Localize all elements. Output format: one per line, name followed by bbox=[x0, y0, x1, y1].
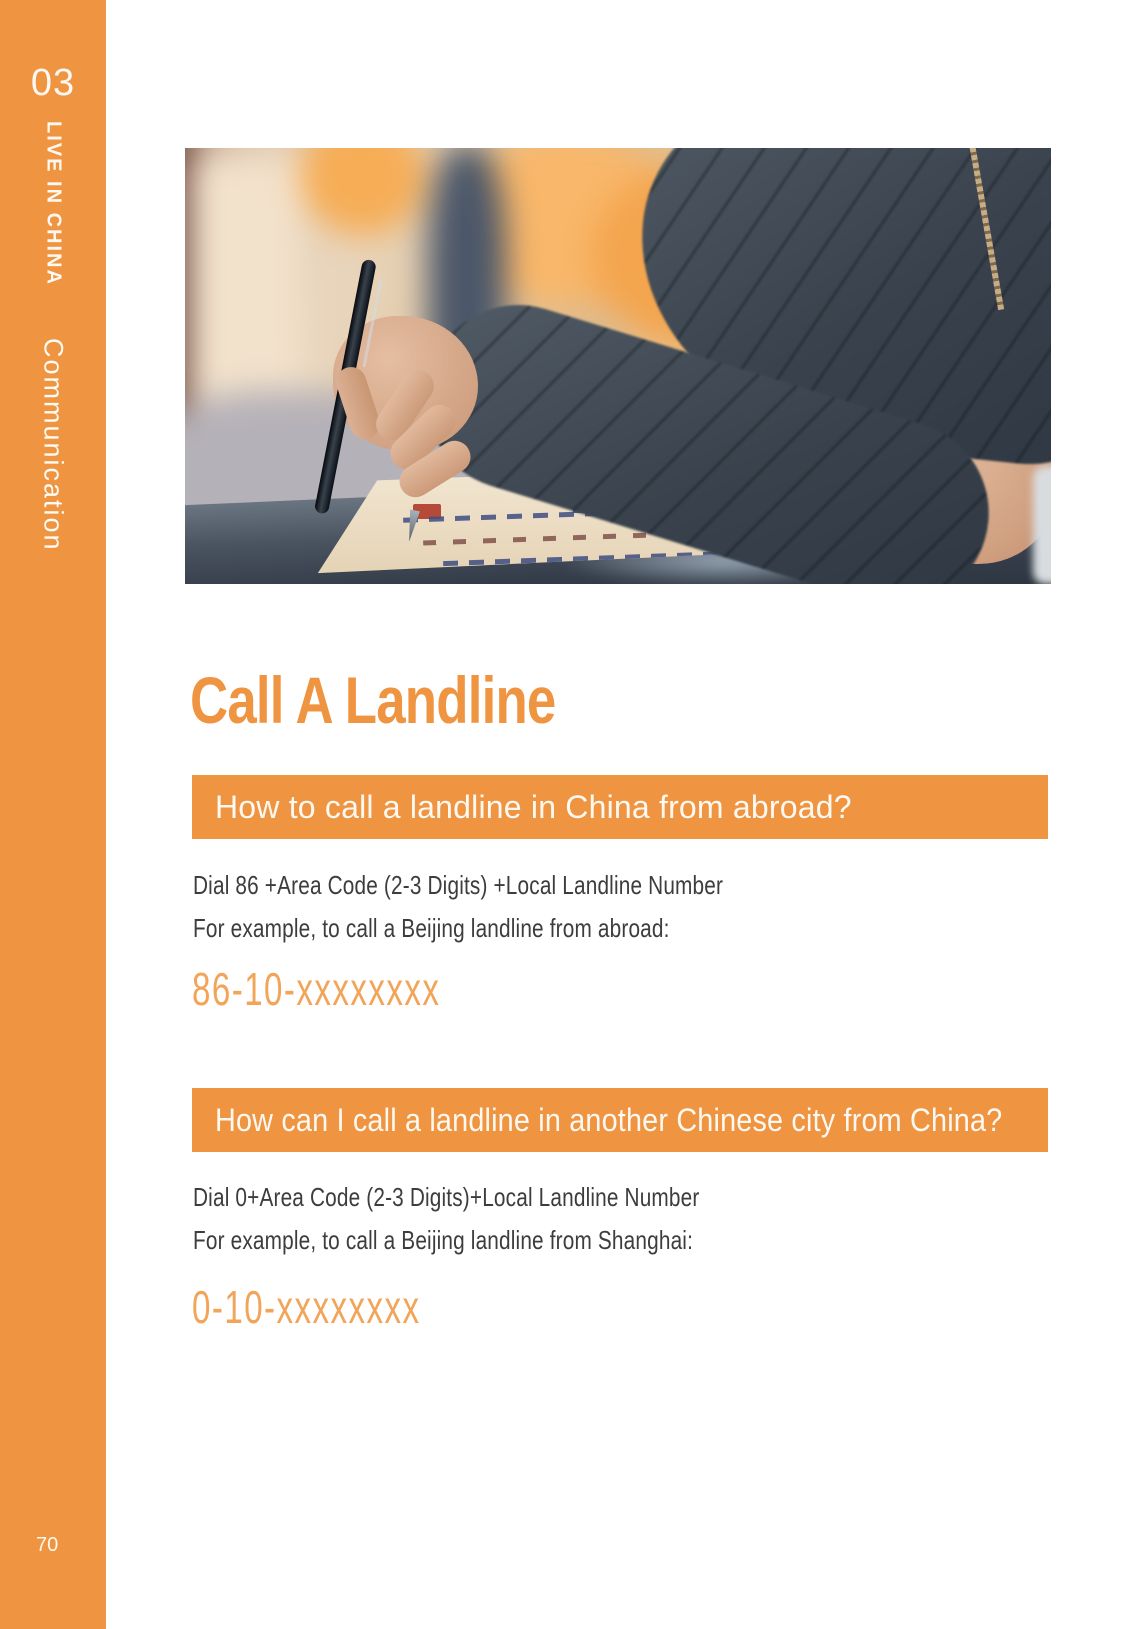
page-title: Call A Landline bbox=[190, 663, 556, 737]
question-text: How can I call a landline in another Chinese city from China? bbox=[215, 1101, 1003, 1138]
example-number: 0-10-xxxxxxxx bbox=[192, 1281, 421, 1333]
example-intro: For example, to call a Beijing landline from Shanghai: bbox=[193, 1225, 694, 1255]
light-object-edge bbox=[1033, 466, 1051, 584]
section-title: Communication bbox=[38, 338, 69, 552]
page-number: 70 bbox=[36, 1534, 59, 1556]
chapter-number: 03 bbox=[30, 62, 76, 104]
dial-instruction: Dial 0+Area Code (2-3 Digits)+Local Landline Number bbox=[193, 1182, 700, 1212]
sidebar bbox=[0, 0, 106, 1629]
photo-person-writing-on-menu bbox=[185, 148, 1051, 584]
chapter-title: LIVE IN CHINA bbox=[42, 121, 65, 286]
question-banner-abroad bbox=[192, 775, 1048, 839]
dial-instruction: Dial 86 +Area Code (2-3 Digits) +Local Landline Number bbox=[193, 870, 724, 900]
question-text: How to call a landline in China from abroad? bbox=[215, 788, 852, 825]
example-intro: For example, to call a Beijing landline from abroad: bbox=[193, 913, 670, 943]
example-number: 86-10-xxxxxxxx bbox=[192, 963, 441, 1015]
question-banner-domestic bbox=[192, 1088, 1048, 1152]
